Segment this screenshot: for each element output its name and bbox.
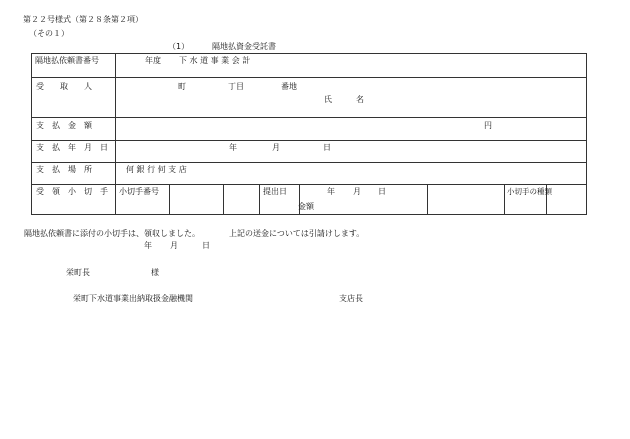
date-month: 月 (170, 241, 178, 250)
submit-month-label: 月 (353, 187, 361, 196)
honorific: 様 (151, 268, 159, 277)
form-number: 第２２号様式（第２８条第２項） (23, 15, 143, 24)
value-request-number (116, 54, 587, 78)
value-amount (116, 118, 587, 141)
label-payment-place: 支 払 場 所 (32, 163, 116, 185)
trust-receipt-table (31, 53, 587, 215)
value-check-extra (224, 185, 260, 215)
label-amount: 支 払 金 額 (32, 118, 116, 141)
value-submit-date (300, 185, 428, 215)
row-payment-date (32, 141, 587, 163)
acceptance-statement: 上記の送金については引請けします。 (229, 229, 365, 238)
addressee: 栄町長 (66, 268, 90, 277)
value-payment-place (116, 163, 587, 185)
submit-year-label: 年 (327, 187, 335, 196)
label-check: 受 領 小 切 手 (32, 185, 116, 215)
row-request-number (32, 54, 587, 78)
fiscal-year-label: 年度 (145, 56, 161, 65)
label-recipient: 受 取 人 (32, 78, 116, 118)
label-check-number: 小切手番号 (116, 185, 170, 215)
institution-name: 栄町下水道事業出納取扱金融機関 (73, 294, 193, 303)
date-year: 年 (144, 241, 152, 250)
label-check-type: 小切手の種類 (505, 185, 547, 215)
payment-day-label: 日 (323, 143, 331, 152)
row-recipient (32, 78, 587, 118)
payment-year-label: 年 (229, 143, 237, 152)
account-name: 下 水 道 事 業 会 計 (179, 56, 251, 65)
banchi-label: 番地 (281, 82, 297, 91)
label-payment-date: 支 払 年 月 日 (32, 141, 116, 163)
branch-manager: 支店長 (339, 294, 363, 303)
date-day: 日 (202, 241, 210, 250)
check-amount-label: 金額 (298, 202, 314, 211)
submit-day-label: 日 (378, 187, 386, 196)
label-request-number: 隔地払依頼書番号 (32, 54, 116, 78)
row-payment-place (32, 163, 587, 185)
value-check-type (547, 185, 587, 215)
bank-branch: 何 銀 行 何 支 店 (126, 165, 187, 174)
label-submit-date: 提出日 (260, 185, 300, 215)
yen-label: 円 (484, 121, 492, 130)
value-check-blank (428, 185, 505, 215)
row-amount (32, 118, 587, 141)
chome-label: 丁目 (228, 82, 244, 91)
page-title: 隔地払資金受託書 (212, 42, 276, 51)
value-payment-date (116, 141, 587, 163)
town-label: 町 (178, 82, 186, 91)
name-label: 氏 名 (324, 95, 364, 104)
sub-number: （その１） (29, 29, 69, 38)
value-recipient (116, 78, 587, 118)
title-number: （1） (168, 42, 190, 51)
payment-month-label: 月 (272, 143, 280, 152)
row-check (32, 185, 587, 215)
value-check-number (170, 185, 224, 215)
receipt-statement: 隔地払依頼書に添付の小切手は、領収しました。 (24, 229, 200, 238)
